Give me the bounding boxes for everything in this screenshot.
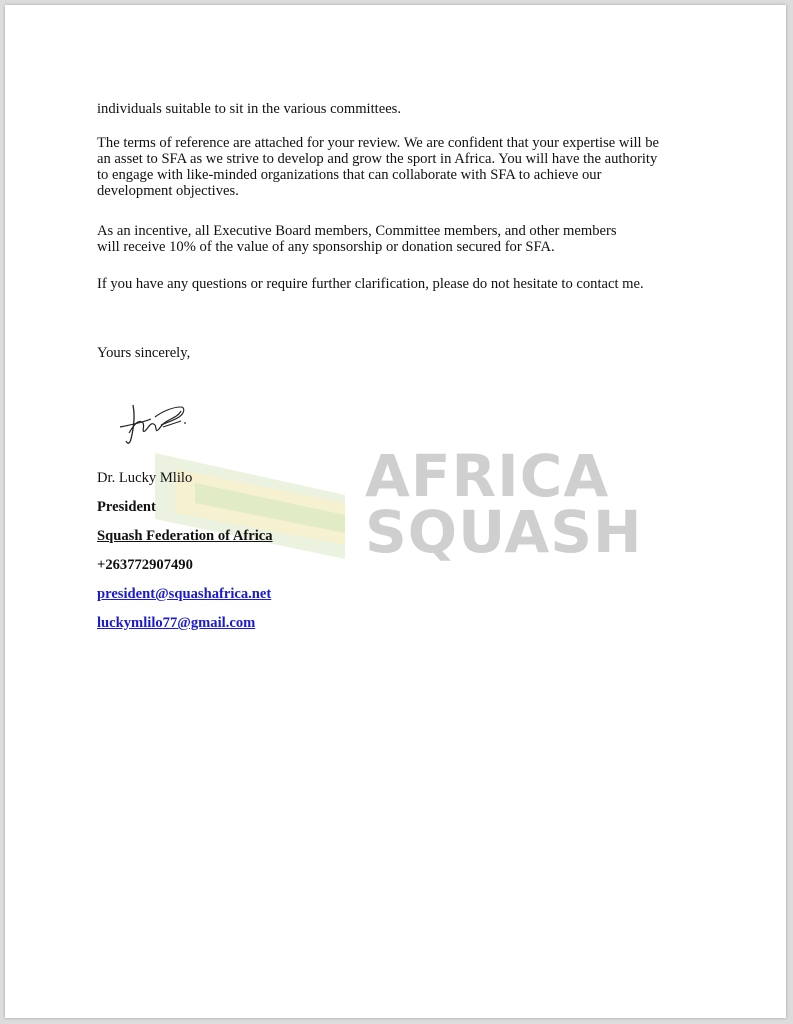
handwritten-signature-icon: [115, 397, 205, 452]
signatory-email-primary: [97, 586, 717, 602]
signatory-name-text: Dr. Lucky Mlilo: [97, 470, 193, 486]
paragraph-line: If you have any questions or require further clarification, please do not hesitate to contact me.: [97, 276, 644, 292]
paragraph-incentive: [97, 223, 717, 255]
paragraph-line: will receive 10% of the value of any sponsorship or donation secured for SFA.: [97, 239, 555, 255]
paragraph-line: an asset to SFA as we strive to develop and grow the sport in Africa. You will have the authority: [97, 151, 658, 167]
organization-name: Squash Federation of Africa: [97, 528, 273, 544]
paragraph-line: As an incentive, all Executive Board members, Committee members, and other members: [97, 223, 617, 239]
signatory-email-secondary: [97, 615, 717, 631]
closing-text: Yours sincerely,: [97, 345, 191, 361]
paragraph-line: to engage with like-minded organizations that can collaborate with SFA to achieve our: [97, 167, 602, 183]
paragraph-line: individuals suitable to sit in the various committees.: [97, 101, 401, 117]
signatory-organization: [97, 528, 717, 544]
email-link-primary[interactable]: president@squashafrica.net: [97, 586, 272, 602]
paragraph-line: The terms of reference are attached for your review. We are confident that your expertise will be: [97, 135, 660, 151]
email-link-secondary[interactable]: luckymlilo77@gmail.com: [97, 615, 256, 631]
paragraph-committees: [97, 101, 717, 117]
signatory-phone: [97, 557, 717, 573]
phone-number: +263772907490: [97, 557, 193, 573]
letter-page: [5, 5, 786, 1018]
watermark-text-africa: AFRICA: [365, 442, 610, 510]
paragraph-questions: [97, 276, 717, 292]
signatory-name: [97, 470, 717, 486]
signatory-title-text: President: [97, 499, 156, 515]
signatory-title: [97, 499, 717, 515]
paragraph-line: development objectives.: [97, 183, 239, 199]
watermark-text-squash: SQUASH: [365, 498, 643, 566]
paragraph-terms-of-reference: [97, 135, 717, 199]
closing-salutation: [97, 345, 717, 361]
